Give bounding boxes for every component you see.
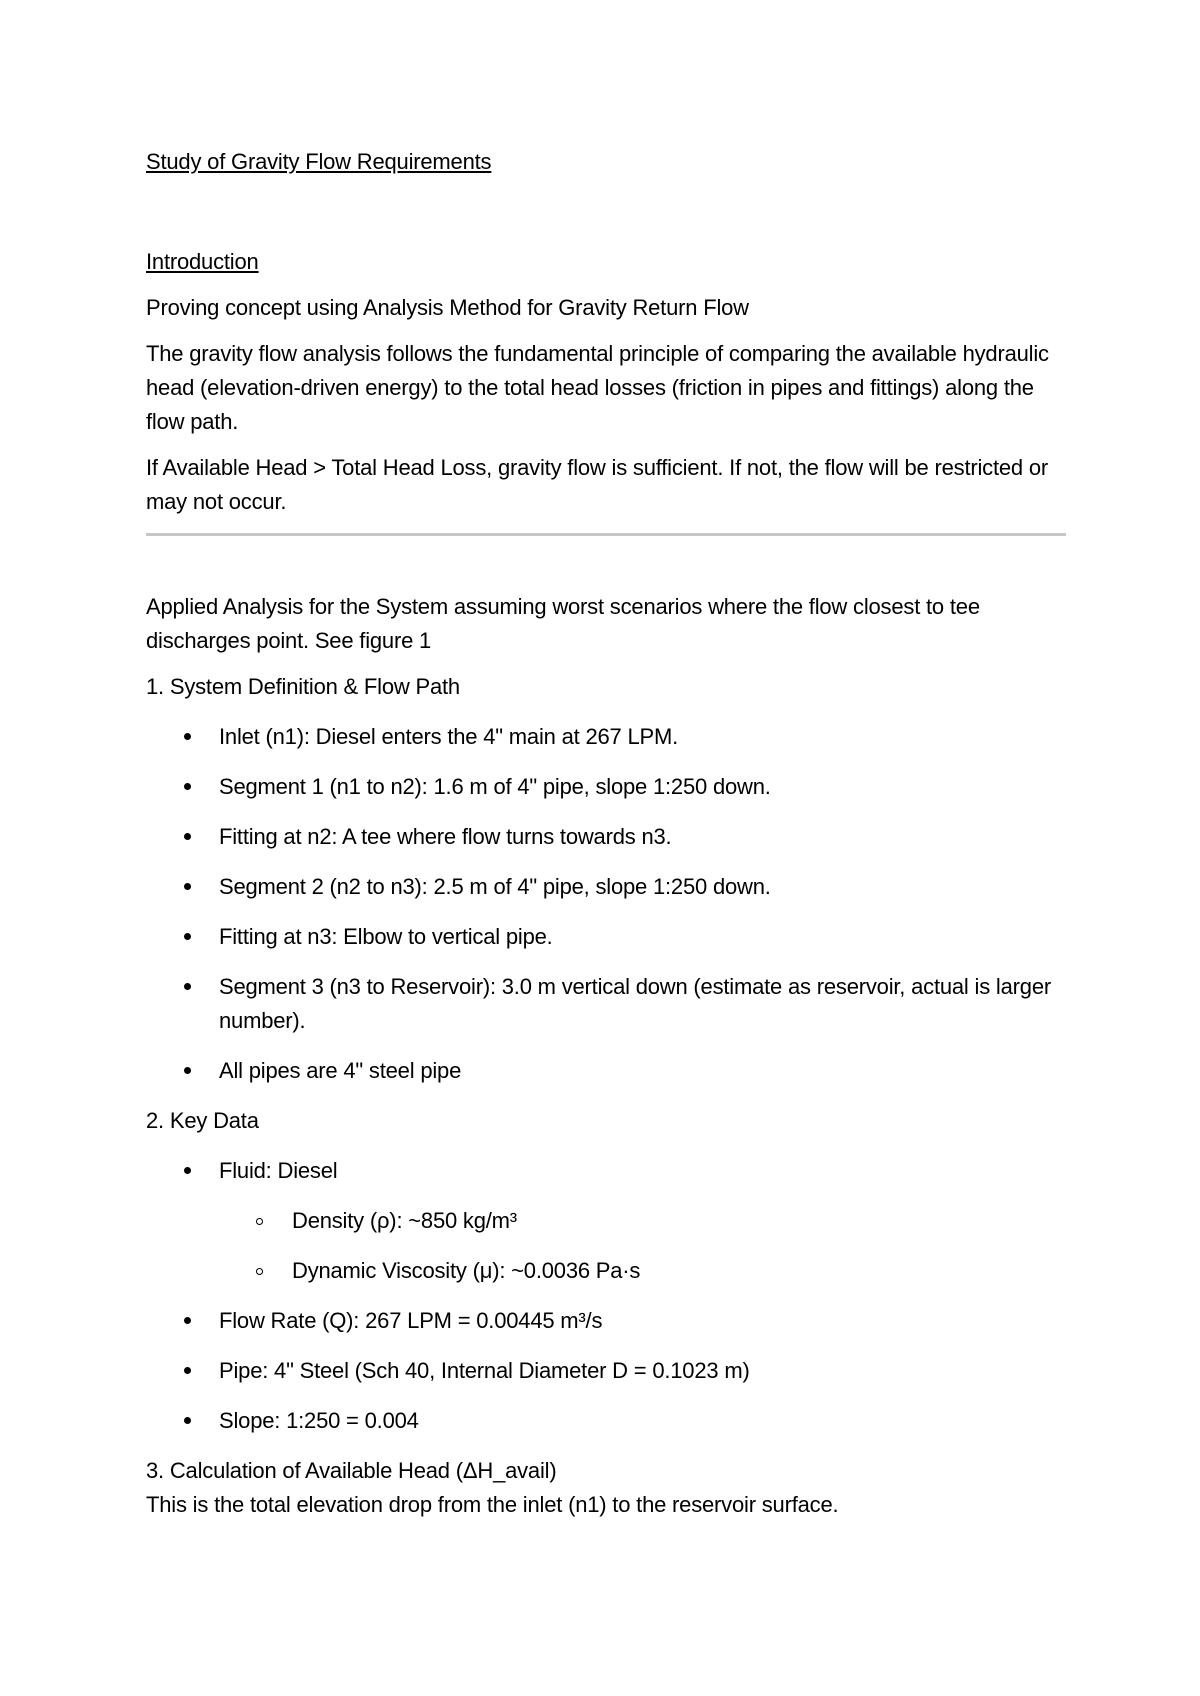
list-item — [146, 920, 1066, 954]
list-item — [146, 970, 1066, 1038]
document-title: Study of Gravity Flow Requirements — [146, 149, 492, 174]
list-item-text: Segment 3 (n3 to Reservoir): 3.0 m vertical down (estimate as reservoir, actual is larger number). — [219, 974, 1051, 1033]
introduction-subtitle: Proving concept using Analysis Method for Gravity Return Flow — [146, 295, 749, 320]
bullet-icon — [184, 1167, 191, 1174]
bullet-icon — [184, 1417, 191, 1424]
list-item-text: Segment 1 (n1 to n2): 1.6 m of 4" pipe, slope 1:250 down. — [219, 774, 771, 799]
list-item — [146, 1154, 1066, 1288]
section-1-list — [146, 720, 1066, 1088]
list-item-text: Flow Rate (Q): 267 LPM = 0.00445 m³/s — [219, 1308, 603, 1333]
horizontal-rule — [146, 533, 1066, 536]
list-item-text: Fluid: Diesel — [219, 1158, 338, 1183]
list-item-text: All pipes are 4" steel pipe — [219, 1058, 462, 1083]
list-item — [146, 770, 1066, 804]
list-item-text: Fitting at n3: Elbow to vertical pipe. — [219, 924, 553, 949]
list-item — [146, 1304, 1066, 1338]
fluid-properties-list — [219, 1204, 1066, 1288]
circle-bullet-icon — [256, 1218, 263, 1225]
document-page — [146, 145, 1066, 1522]
circle-bullet-icon — [256, 1268, 263, 1275]
list-item-text: Fitting at n2: A tee where flow turns towards n3. — [219, 824, 672, 849]
sub-list-item — [219, 1204, 1066, 1238]
list-item — [146, 820, 1066, 854]
list-item-text: Pipe: 4" Steel (Sch 40, Internal Diameter D = 0.1023 m) — [219, 1358, 750, 1383]
applied-analysis-paragraph: Applied Analysis for the System assuming worst scenarios where the flow closest to tee discharges point. See figure 1 — [146, 594, 980, 653]
section-1-heading: 1. System Definition & Flow Path — [146, 674, 460, 699]
section-2-list — [146, 1154, 1066, 1438]
section-3-text: This is the total elevation drop from the inlet (n1) to the reservoir surface. — [146, 1492, 839, 1517]
introduction-paragraph-1: The gravity flow analysis follows the fundamental principle of comparing the available hydraulic head (elevation-driven energy) to the total head losses (friction in pipes and fittings) along the flow path. — [146, 341, 1049, 434]
bullet-icon — [184, 1317, 191, 1324]
list-item — [146, 1354, 1066, 1388]
sub-list-item — [219, 1254, 1066, 1288]
bullet-icon — [184, 833, 191, 840]
list-item — [146, 870, 1066, 904]
list-item — [146, 1404, 1066, 1438]
bullet-icon — [184, 783, 191, 790]
list-item — [146, 720, 1066, 754]
bullet-icon — [184, 983, 191, 990]
list-item-text: Slope: 1:250 = 0.004 — [219, 1408, 419, 1433]
sub-list-item-text: Dynamic Viscosity (μ): ~0.0036 Pa·s — [292, 1258, 641, 1283]
section-3-heading: 3. Calculation of Available Head (ΔH_avail) — [146, 1458, 557, 1483]
introduction-heading: Introduction — [146, 249, 259, 274]
list-item-text: Segment 2 (n2 to n3): 2.5 m of 4" pipe, slope 1:250 down. — [219, 874, 771, 899]
bullet-icon — [184, 883, 191, 890]
bullet-icon — [184, 1067, 191, 1074]
bullet-icon — [184, 1367, 191, 1374]
sub-list-item-text: Density (ρ): ~850 kg/m³ — [292, 1208, 517, 1233]
list-item-text: Inlet (n1): Diesel enters the 4" main at 267 LPM. — [219, 724, 679, 749]
spacer — [146, 179, 1066, 245]
bullet-icon — [184, 933, 191, 940]
introduction-paragraph-2: If Available Head > Total Head Loss, gravity flow is sufficient. If not, the flow will be restricted or may not occur. — [146, 455, 1049, 514]
section-2-heading: 2. Key Data — [146, 1108, 259, 1133]
list-item — [146, 1054, 1066, 1088]
bullet-icon — [184, 733, 191, 740]
